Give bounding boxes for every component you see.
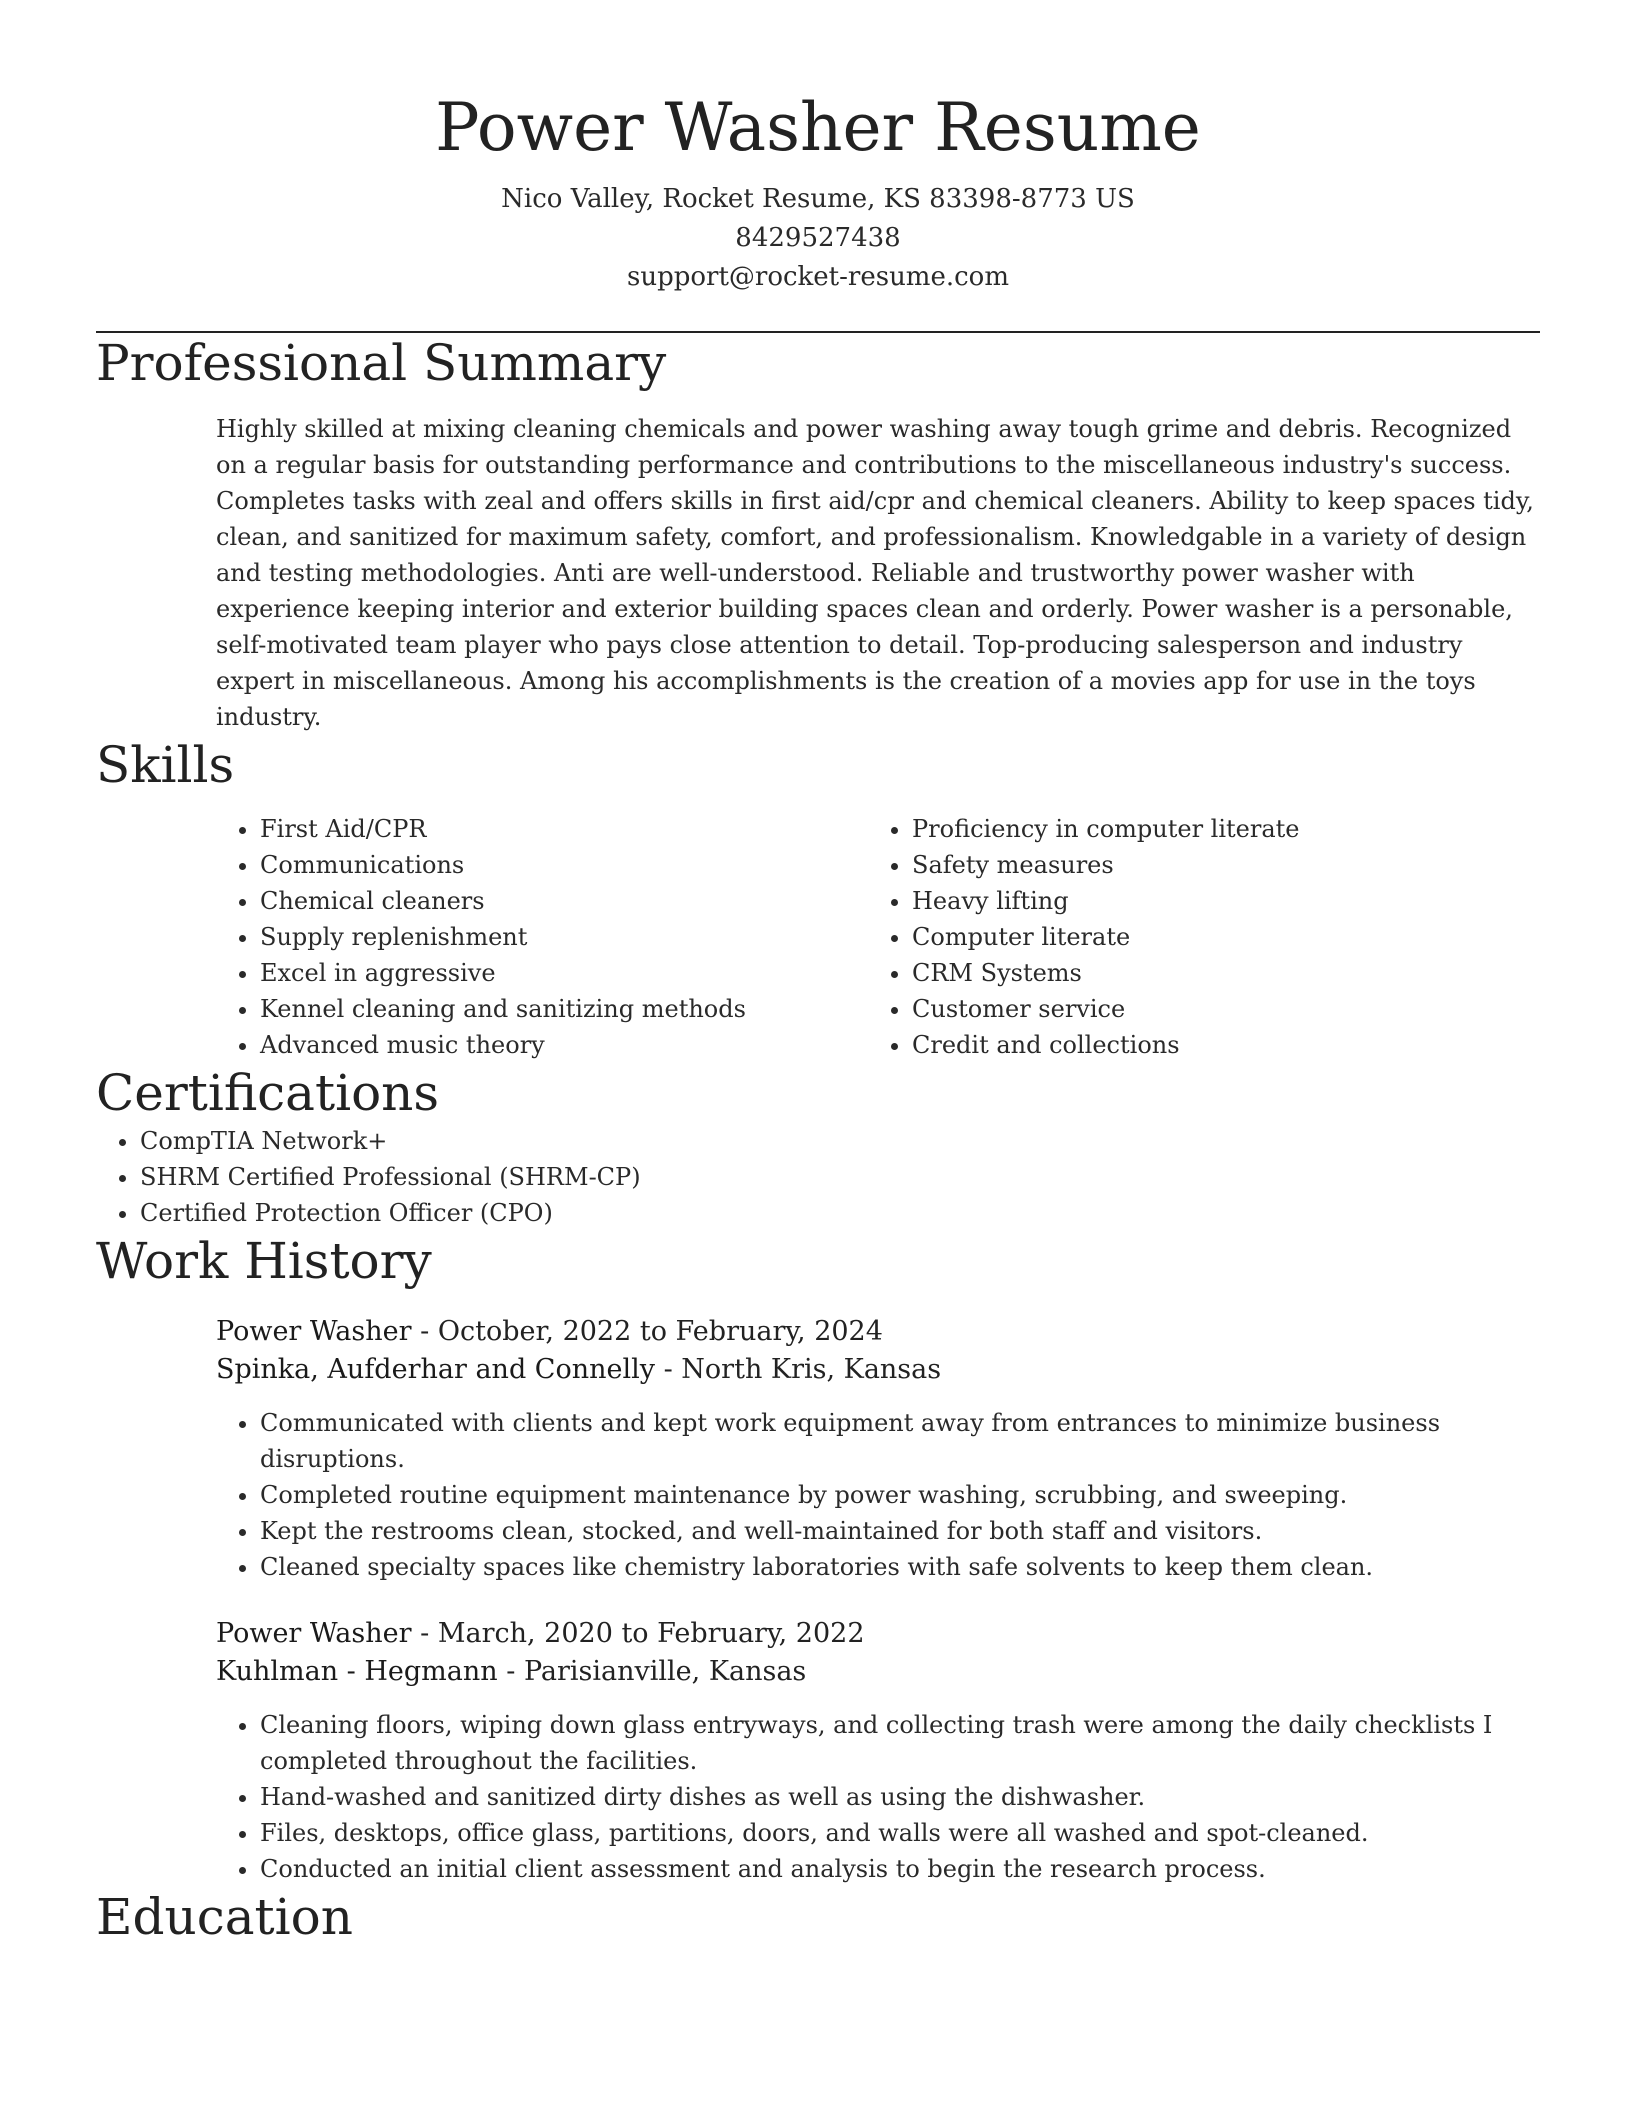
- job-location: - Parisianville, Kansas: [497, 1656, 807, 1687]
- email: support@rocket-resume.com: [626, 262, 1009, 292]
- education-heading: Education: [96, 1888, 353, 1946]
- list-item: • Kept the restrooms clean, stocked, and well-maintained for both staff and visitors.: [260, 1513, 1540, 1549]
- job-location: - North Kris, Kansas: [655, 1354, 942, 1385]
- job-entry: [216, 1615, 1540, 1887]
- phone: 8429527438: [735, 223, 901, 253]
- job-entry: [216, 1313, 1540, 1585]
- list-item: • Proficiency in computer literate: [912, 811, 1512, 847]
- list-item: • Certified Protection Officer (CPO): [140, 1195, 1540, 1231]
- summary-heading: Professional Summary: [96, 334, 667, 392]
- list-item: • Communicated with clients and kept work equipment away from entrances to minimize business disruptions.: [260, 1405, 1540, 1477]
- list-item: • Credit and collections: [912, 1027, 1512, 1063]
- job-bullets: [216, 1707, 1540, 1887]
- certifications-heading: Certifications: [96, 1064, 440, 1122]
- job-company-line: [216, 1351, 1540, 1389]
- skills-heading: Skills: [96, 736, 235, 794]
- list-item: • CompTIA Network+: [140, 1123, 1540, 1159]
- address: Nico Valley, Rocket Resume, KS 83398-8773 US: [501, 184, 1135, 214]
- job-position: Power Washer: [216, 1316, 412, 1347]
- job-position: Power Washer: [216, 1618, 412, 1649]
- list-item: • Conducted an initial client assessment and analysis to begin the research process.: [260, 1851, 1540, 1887]
- certifications-list: [96, 1123, 1540, 1231]
- skills-list-left: [216, 811, 868, 1063]
- list-item: • Hand-washed and sanitized dirty dishes as well as using the dishwasher.: [260, 1779, 1540, 1815]
- list-item: • Files, desktops, office glass, partitions, doors, and walls were all washed and spot-cleaned.: [260, 1815, 1540, 1851]
- resume-page: [96, 0, 1540, 1947]
- list-item: • Communications: [260, 847, 868, 883]
- job-dates: - March, 2020 to February, 2022: [411, 1618, 865, 1649]
- job-title-line: [216, 1313, 1540, 1351]
- list-item: • Heavy lifting: [912, 883, 1512, 919]
- job-bullets: [216, 1405, 1540, 1585]
- skills-columns: [216, 811, 1540, 1063]
- work-history-heading: Work History: [96, 1232, 432, 1290]
- list-item: • Chemical cleaners: [260, 883, 868, 919]
- job-company: Spinka, Aufderhar and Connelly: [216, 1354, 656, 1385]
- list-item: • Cleaning floors, wiping down glass entryways, and collecting trash were among the daily checklists I completed throughout the facilities.: [260, 1707, 1540, 1779]
- list-item: • First Aid/CPR: [260, 811, 868, 847]
- skills-list-right: [868, 811, 1512, 1063]
- job-company: Kuhlman - Hegmann: [216, 1656, 498, 1687]
- list-item: • Customer service: [912, 991, 1512, 1027]
- list-item: • Cleaned specialty spaces like chemistry laboratories with safe solvents to keep them clean.: [260, 1549, 1540, 1585]
- contact-info: [96, 180, 1540, 297]
- resume-header: [96, 0, 1540, 297]
- job-company-line: [216, 1653, 1540, 1691]
- list-item: • Completed routine equipment maintenance by power washing, scrubbing, and sweeping.: [260, 1477, 1540, 1513]
- summary-text: Highly skilled at mixing cleaning chemicals and power washing away tough grime and debris. Recognized on a regular basis for outstanding performance and contributions to the miscellaneous industry's success. Completes tasks with zeal and offers skills in first aid/cpr and chemical cleaners. Ability to keep spaces tidy, clean, and sanitized for maximum safety, comfort, and professionalism. Knowledgable in a variety of design and testing methodologies. Anti are well-understood. Reliable and trustworthy power washer with experience keeping interior and exterior building spaces clean and orderly. Power washer is a personable, self-motivated team player who pays close attention to detail. Top-producing salesperson and industry expert in miscellaneous. Among his accomplishments is the creation of a movies app for use in the toys industry.: [216, 415, 1534, 731]
- list-item: • Kennel cleaning and sanitizing methods: [260, 991, 868, 1027]
- list-item: • Computer literate: [912, 919, 1512, 955]
- list-item: • Supply replenishment: [260, 919, 868, 955]
- list-item: • Excel in aggressive: [260, 955, 868, 991]
- resume-title: Power Washer Resume: [435, 89, 1201, 166]
- job-dates: - October, 2022 to February, 2024: [411, 1316, 883, 1347]
- list-item: • Safety measures: [912, 847, 1512, 883]
- list-item: • Advanced music theory: [260, 1027, 868, 1063]
- list-item: • SHRM Certified Professional (SHRM-CP): [140, 1159, 1540, 1195]
- list-item: • CRM Systems: [912, 955, 1512, 991]
- job-title-line: [216, 1615, 1540, 1653]
